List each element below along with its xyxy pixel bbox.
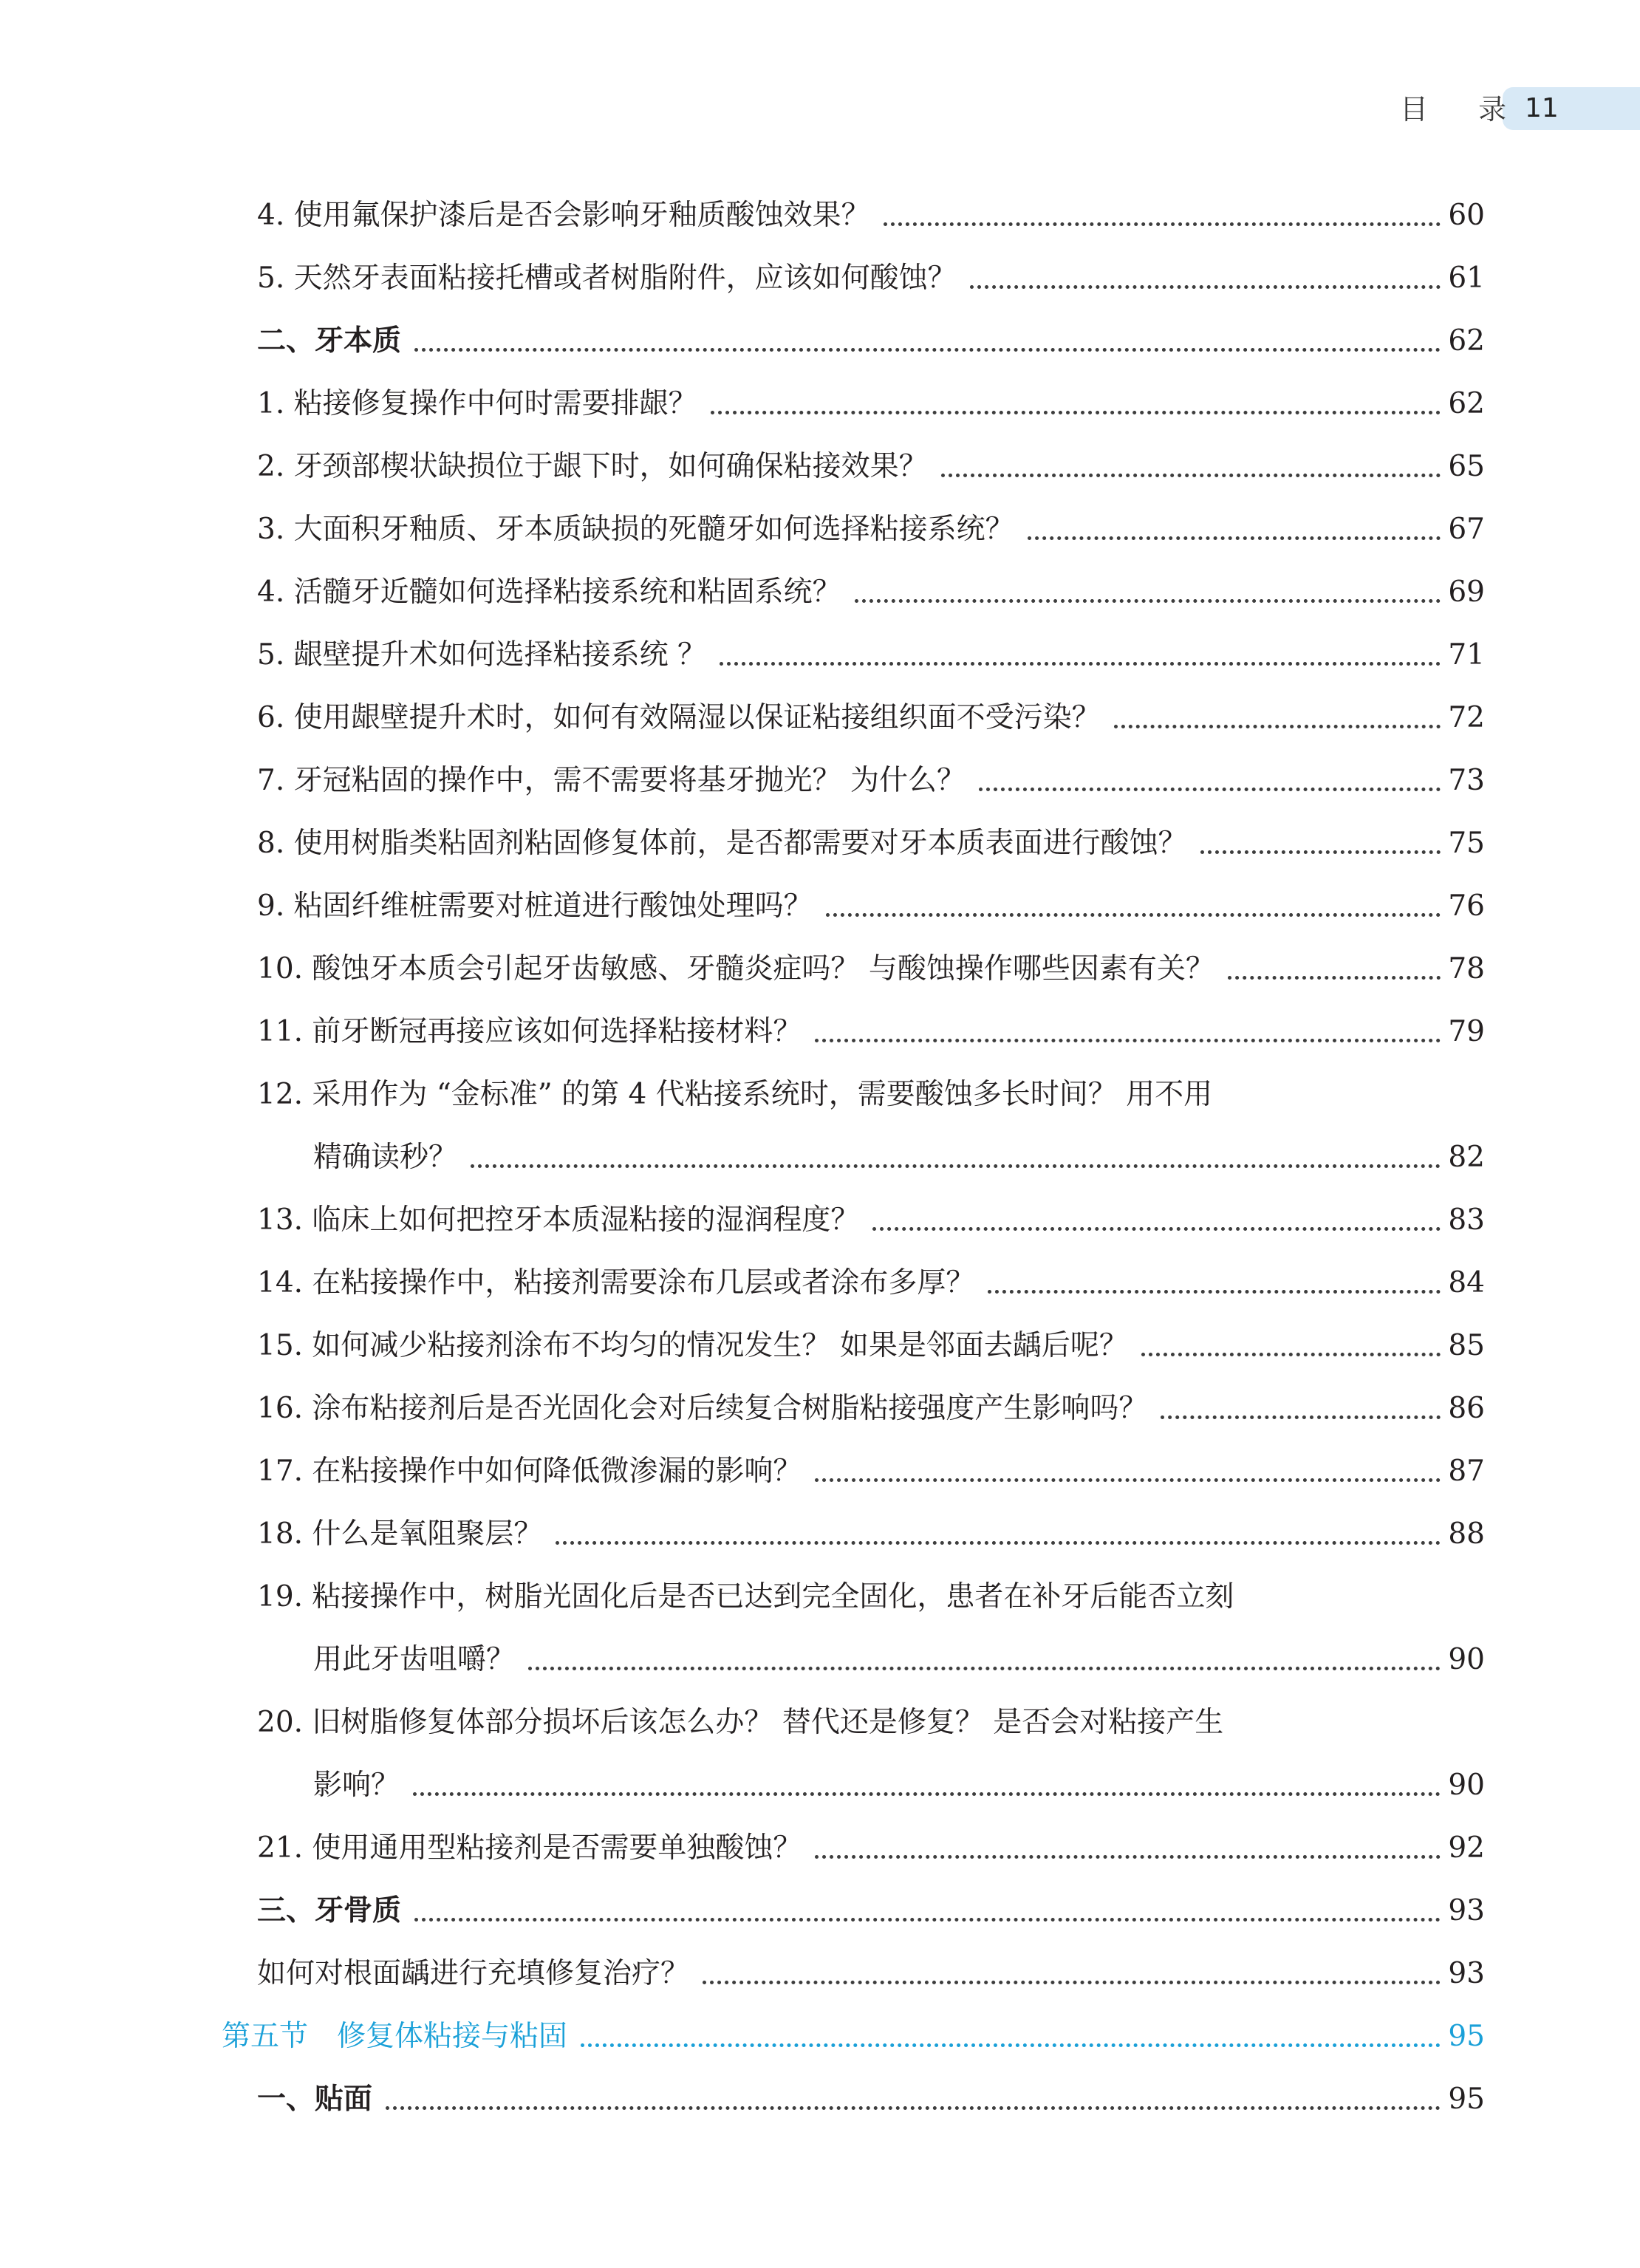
leader-dots [703, 1981, 1441, 1984]
toc-entry[interactable] [222, 803, 1485, 866]
toc-entry-label: 10. 酸蚀牙本质会引起牙齿敏感、牙髓炎症吗？ 与酸蚀操作哪些因素有关？ [257, 952, 1214, 986]
toc-entry-page-number: 73 [1448, 764, 1485, 797]
toc-entry[interactable] [222, 238, 1485, 301]
toc-entry-label: 13. 临床上如何把控牙本质湿粘接的湿润程度？ [257, 1203, 860, 1237]
toc-entry[interactable] [222, 1180, 1485, 1243]
toc-entry[interactable] [222, 552, 1485, 615]
toc-entry[interactable] [222, 1494, 1485, 1557]
toc-entry-page-number: 83 [1448, 1203, 1485, 1237]
leader-dots [581, 2043, 1441, 2047]
toc-entry-page-number: 75 [1448, 827, 1485, 860]
toc-entry-label: 18. 什么是氧阻聚层？ [257, 1517, 543, 1551]
leader-dots [872, 1227, 1441, 1231]
toc-entry[interactable] [222, 615, 1485, 677]
toc-section-entry[interactable] [222, 1996, 1485, 2059]
leader-dots [979, 788, 1441, 791]
toc-entry-label: 14. 在粘接操作中，粘接剂需要涂布几层或者涂布多厚？ [257, 1266, 975, 1299]
toc-entry[interactable] [222, 1619, 1485, 1682]
toc-entry-label: 2. 牙颈部楔状缺损位于龈下时，如何确保粘接效果？ [257, 450, 928, 483]
leader-dots [815, 1039, 1441, 1042]
leader-dots [815, 1855, 1441, 1859]
leader-dots [528, 1667, 1441, 1670]
toc-entry[interactable] [222, 489, 1485, 552]
toc-entry[interactable] [222, 1368, 1485, 1431]
toc-entry[interactable] [222, 1745, 1485, 1808]
toc-entry[interactable] [222, 740, 1485, 803]
leader-dots [471, 1164, 1441, 1168]
toc-entry-page-number: 90 [1448, 1769, 1485, 1802]
toc-entry-label: 三、牙骨质 [257, 1894, 402, 1927]
toc-entry[interactable] [222, 1117, 1485, 1180]
toc-entry-label: 用此牙齿咀嚼？ [313, 1643, 516, 1676]
toc-entry[interactable] [222, 1682, 1485, 1745]
toc-entry-label: 6. 使用龈壁提升术时，如何有效隔湿以保证粘接组织面不受污染？ [257, 701, 1101, 734]
leader-dots [988, 1290, 1441, 1294]
leader-dots [711, 411, 1441, 414]
leader-dots [1228, 976, 1441, 980]
toc-entry-label: 如何对根面龋进行充填修复治疗？ [257, 1957, 690, 1990]
toc-entry-page-number: 65 [1448, 450, 1485, 483]
toc-entry[interactable] [222, 363, 1485, 426]
leader-dots [1028, 536, 1441, 540]
toc-entry-label: 20. 旧树脂修复体部分损坏后该怎么办？ 替代还是修复？ 是否会对粘接产生 [257, 1706, 1224, 1739]
toc-entry-label: 4. 使用氟保护漆后是否会影响牙釉质酸蚀效果？ [257, 199, 870, 232]
toc-entry-page-number: 93 [1448, 1957, 1485, 1990]
toc-entry-page-number: 92 [1448, 1831, 1485, 1865]
toc-entry-page-number: 95 [1448, 2083, 1485, 2116]
leader-dots [556, 1541, 1441, 1545]
leader-dots [884, 222, 1441, 226]
toc-entry[interactable] [222, 1557, 1485, 1619]
toc-entry-label: 二、牙本质 [257, 324, 402, 358]
toc-entry[interactable] [222, 1243, 1485, 1305]
toc-subsection-entry[interactable] [222, 2059, 1485, 2122]
toc-entry-label: 12. 采用作为 “金标准” 的第 4 代粘接系统时，需要酸蚀多长时间？ 用不用 [257, 1078, 1213, 1111]
leader-dots [826, 913, 1441, 917]
toc-entry[interactable] [222, 1808, 1485, 1871]
toc-entry-label: 7. 牙冠粘固的操作中，需不需要将基牙抛光？ 为什么？ [257, 764, 966, 797]
leader-dots [414, 348, 1441, 352]
leader-dots [1141, 1353, 1441, 1356]
toc-entry-label: 5. 天然牙表面粘接托槽或者树脂附件，应该如何酸蚀？ [257, 262, 957, 295]
toc-entry-page-number: 71 [1448, 638, 1485, 672]
toc-entry[interactable] [222, 991, 1485, 1054]
toc-entry-label: 11. 前牙断冠再接应该如何选择粘接材料？ [257, 1015, 802, 1048]
toc-entry-label: 15. 如何减少粘接剂涂布不均匀的情况发生？ 如果是邻面去龋后呢？ [257, 1329, 1128, 1362]
toc-entry-label: 4. 活髓牙近髓如何选择粘接系统和粘固系统？ [257, 575, 841, 609]
toc-entry-page-number: 84 [1448, 1266, 1485, 1299]
toc-entry-label: 影响？ [313, 1769, 400, 1802]
toc-entry-label: 9. 粘固纤维桩需要对桩道进行酸蚀处理吗？ [257, 889, 813, 923]
toc-entry-page-number: 86 [1448, 1392, 1485, 1425]
toc-entry-page-number: 62 [1448, 324, 1485, 358]
toc-entry-label: 1. 粘接修复操作中何时需要排龈？ [257, 387, 697, 420]
toc-entry[interactable] [222, 426, 1485, 489]
toc-entry[interactable] [222, 1305, 1485, 1368]
toc-entry[interactable] [222, 1933, 1485, 1996]
table-of-contents [222, 175, 1485, 2122]
toc-entry-page-number: 87 [1448, 1455, 1485, 1488]
toc-entry-label: 第五节 修复体粘接与粘固 [222, 2020, 568, 2053]
toc-entry-page-number: 69 [1448, 575, 1485, 609]
leader-dots [1114, 725, 1441, 728]
toc-entry-page-number: 78 [1448, 952, 1485, 986]
toc-entry-page-number: 60 [1448, 199, 1485, 232]
toc-entry-page-number: 93 [1448, 1894, 1485, 1927]
toc-entry-page-number: 85 [1448, 1329, 1485, 1362]
leader-dots [386, 2106, 1441, 2110]
toc-subsection-entry[interactable] [222, 301, 1485, 363]
toc-entry-label: 8. 使用树脂类粘固剂粘固修复体前，是否都需要对牙本质表面进行酸蚀？ [257, 827, 1187, 860]
leader-dots [414, 1918, 1441, 1922]
leader-dots [855, 599, 1441, 603]
toc-entry-label: 5. 龈壁提升术如何选择粘接系统 ？ [257, 638, 707, 672]
leader-dots [720, 662, 1441, 666]
running-header-title: 目 录 [1400, 93, 1528, 126]
toc-entry-label: 精确读秒？ [313, 1141, 458, 1174]
toc-entry-page-number: 61 [1448, 262, 1485, 295]
toc-entry-page-number: 90 [1448, 1643, 1485, 1676]
toc-entry[interactable] [222, 866, 1485, 929]
toc-entry-label: 16. 涂布粘接剂后是否光固化会对后续复合树脂粘接强度产生影响吗？ [257, 1392, 1148, 1425]
page-number: 11 [1525, 93, 1559, 123]
toc-entry-page-number: 95 [1448, 2020, 1485, 2053]
leader-dots [941, 474, 1441, 477]
toc-subsection-entry[interactable] [222, 1871, 1485, 1933]
leader-dots [1161, 1415, 1441, 1419]
leader-dots [413, 1792, 1441, 1796]
toc-entry-label: 19. 粘接操作中，树脂光固化后是否已达到完全固化，患者在补牙后能否立刻 [257, 1580, 1234, 1613]
toc-entry-page-number: 67 [1448, 513, 1485, 546]
toc-entry-page-number: 72 [1448, 701, 1485, 734]
toc-entry[interactable] [222, 1431, 1485, 1494]
leader-dots [815, 1478, 1441, 1482]
toc-entry-label: 一、贴面 [257, 2083, 373, 2116]
toc-entry[interactable] [222, 929, 1485, 991]
toc-entry-page-number: 82 [1448, 1141, 1485, 1174]
leader-dots [970, 285, 1441, 289]
toc-entry-label: 17. 在粘接操作中如何降低微渗漏的影响？ [257, 1455, 802, 1488]
toc-entry[interactable] [222, 677, 1485, 740]
toc-entry-page-number: 88 [1448, 1517, 1485, 1551]
toc-entry-page-number: 62 [1448, 387, 1485, 420]
toc-entry-page-number: 76 [1448, 889, 1485, 923]
toc-entry[interactable] [222, 1054, 1485, 1117]
toc-entry-label: 21. 使用通用型粘接剂是否需要单独酸蚀？ [257, 1831, 802, 1865]
toc-entry[interactable] [222, 175, 1485, 238]
toc-entry-label: 3. 大面积牙釉质、牙本质缺损的死髓牙如何选择粘接系统？ [257, 513, 1014, 546]
leader-dots [1200, 850, 1441, 854]
toc-entry-page-number: 79 [1448, 1015, 1485, 1048]
